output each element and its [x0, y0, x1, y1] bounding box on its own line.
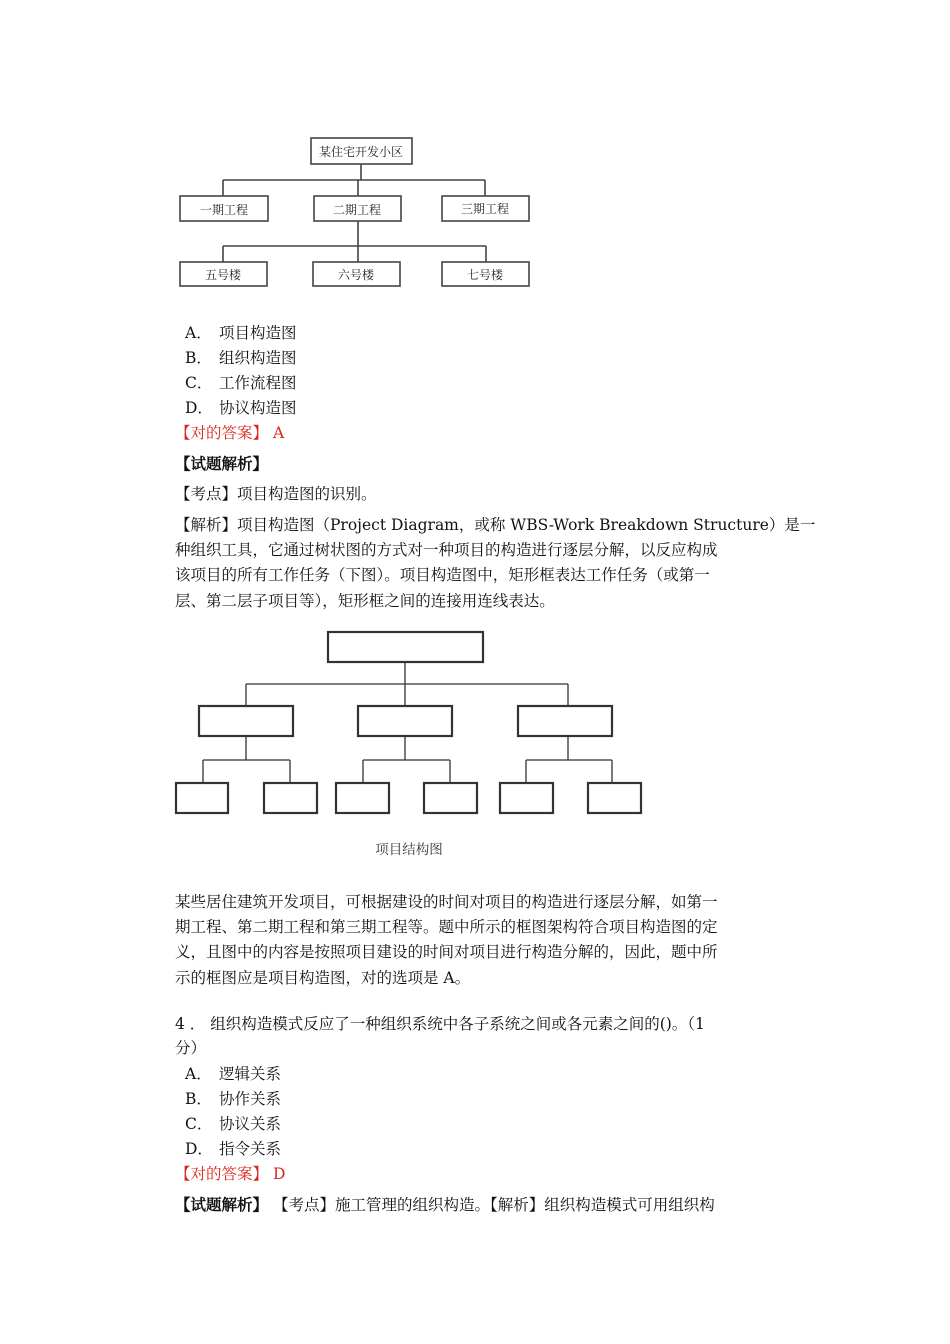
option-d: D． 协议构造图 — [185, 399, 297, 417]
diagram-phase-label: 三期工程 — [460, 202, 510, 216]
question-4-line1: 4 ． 组织构造模式反应了一种组织系统中各子系统之间或各元素之间的()。（1 — [175, 1015, 705, 1033]
diagram-root-label: 某住宅开发小区 — [318, 145, 404, 159]
figure-level2-box — [176, 783, 228, 813]
diagram-building-label: 七号楼 — [466, 268, 504, 282]
analysis-title: 【试题解析】 — [175, 454, 269, 473]
paragraph-line: 义，且图中的内容是按照项目建设的时间对项目进行构造分解的，因此，题中所 — [175, 943, 718, 962]
option-b: B． 协作关系 — [185, 1090, 282, 1108]
kaodian: 【考点】项目构造图的识别。 — [175, 485, 377, 503]
paragraph-line: 层、第二层子项目等），矩形框之间的连接用连线表达。 — [175, 591, 555, 610]
figure-level1-box — [199, 706, 293, 736]
paragraph-line: 该项目的所有工作任务（下图）。项目构造图中，矩形框表达工作任务（或第一 — [175, 566, 710, 585]
residential-project-diagram — [170, 130, 540, 295]
q4-analysis — [175, 1192, 715, 1218]
correct-answer — [175, 421, 284, 446]
option-a: A． 逻辑关系 — [185, 1065, 282, 1083]
option-text: 协议关系 — [219, 1115, 282, 1133]
figure-level1-box — [358, 706, 452, 736]
paragraph-line: 某些居住建筑开发项目，可根据建设的时间对项目的构造进行逐层分解，如第一 — [175, 893, 718, 911]
figure-level2-box — [336, 783, 389, 813]
option-text: 指令关系 — [219, 1140, 282, 1158]
option-text: 协议构造图 — [219, 399, 297, 417]
figure-root-box — [328, 632, 483, 662]
figure-level2-box — [588, 783, 641, 813]
option-b: B． 组织构造图 — [185, 349, 297, 367]
analysis-text: 【考点】施工管理的组织构造。【解析】组织构造模式可用组织构 — [268, 1196, 715, 1214]
figure-level2-box — [264, 783, 317, 813]
paragraph-line: 示的框图应是项目构造图，对的选项是 A。 — [175, 968, 471, 987]
figure-caption: 项目结构图 — [375, 842, 443, 858]
explanation-paragraph — [175, 513, 816, 614]
correct-answer — [175, 1162, 285, 1187]
option-text: 项目构造图 — [219, 324, 297, 342]
option-text: 组织构造图 — [219, 349, 297, 367]
question-4-line2: 分） — [175, 1039, 207, 1057]
option-text: 逻辑关系 — [219, 1065, 282, 1083]
diagram-phase-label: 二期工程 — [332, 203, 382, 217]
option-a: A． 项目构造图 — [185, 324, 297, 342]
answer-label: 【对的答案】 — [175, 424, 269, 442]
option-text: 协作关系 — [219, 1090, 282, 1108]
option-d: D． 指令关系 — [185, 1140, 282, 1158]
option-text: 工作流程图 — [219, 374, 297, 392]
conclusion-paragraph — [175, 890, 778, 991]
figure-level1-box — [518, 706, 612, 736]
figure-level2-box — [500, 783, 553, 813]
paragraph-line: 【解析】项目构造图（Project Diagram，或称 WBS-Work Breakdown Structure）是一 — [175, 516, 816, 534]
project-structure-figure — [170, 625, 650, 865]
diagram-building-label: 五号楼 — [204, 268, 242, 282]
option-c: C． 工作流程图 — [185, 374, 297, 392]
diagram-phase-label: 一期工程 — [199, 203, 249, 217]
answer-value: A — [272, 424, 285, 442]
paragraph-line: 种组织工具，它通过树状图的方式对一种项目的构造进行逐层分解，以反应构成 — [175, 541, 718, 560]
option-c: C． 协议关系 — [185, 1115, 282, 1133]
analysis-title: 【试题解析】 — [175, 1195, 269, 1214]
figure-level2-box — [424, 783, 477, 813]
answer-label: 【对的答案】 — [175, 1165, 269, 1183]
paragraph-line: 期工程、第二期工程和第三期工程等。题中所示的框图架构符合项目构造图的定 — [175, 918, 718, 937]
diagram-building-label: 六号楼 — [337, 268, 375, 282]
answer-value: D — [272, 1165, 286, 1183]
